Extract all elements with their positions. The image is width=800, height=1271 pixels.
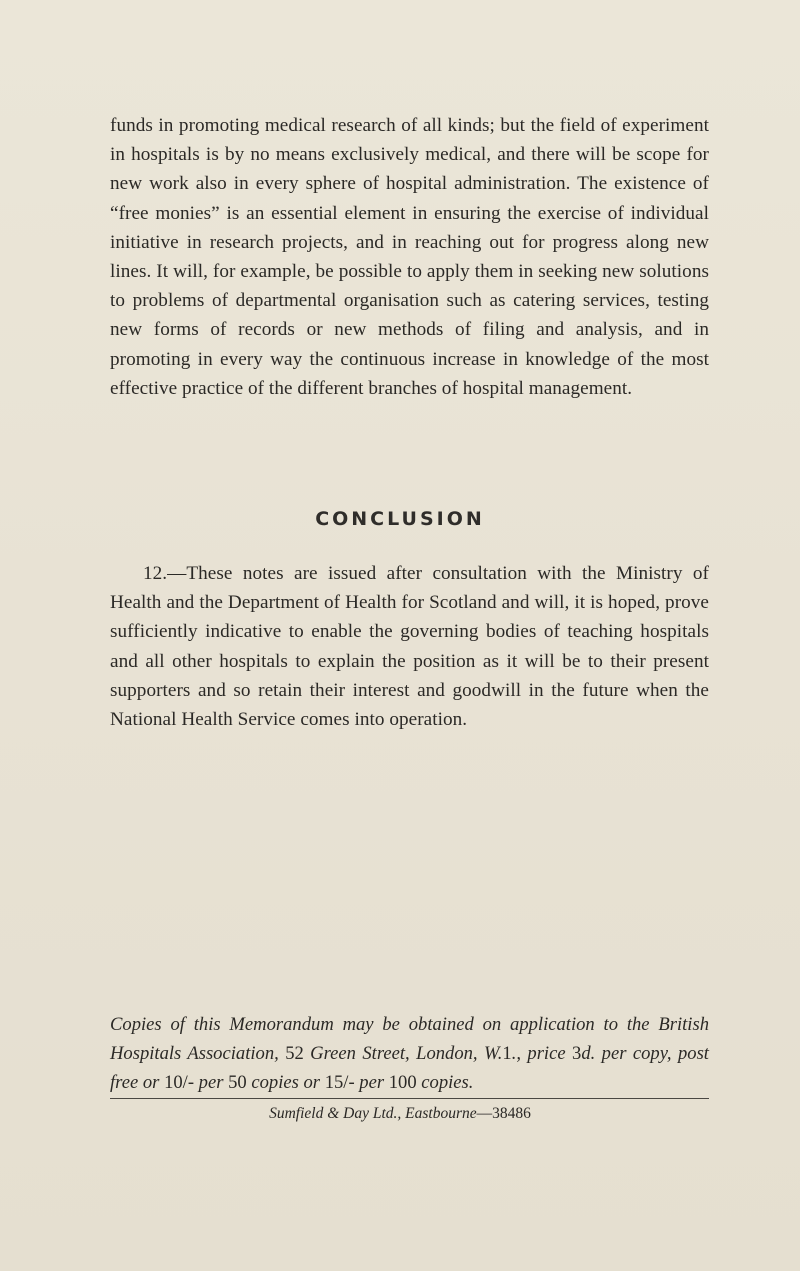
copies-notice-text-8: copies. (416, 1072, 474, 1093)
copies-notice-text-5: per (194, 1072, 229, 1093)
copies-notice-text-1: Copies of this Memorandum may be obtained on application to the British Hospitals Association, (110, 1014, 709, 1064)
copies-notice-number-6: 15/- (324, 1072, 355, 1093)
copies-notice-number-5: 50 (228, 1072, 247, 1093)
copies-notice-text-3: ., price (511, 1043, 573, 1064)
body-paragraph-free-monies: funds in promoting medical research of all kinds; but the field of experiment in hospitals is by no means exclusively medical, and there will be scope for new work also in every sphere of hospital administration. The existence of “free monies” is an essential element in ensuring the exercise of individual initiative in research projects, and in reaching out for progress along new lines. It will, for example, be possible to apply them in seeking new solutions to problems of departmental organisation such as catering services, testing new forms of records or new methods of filing and analysis, and in promoting in every way the continuous increase in knowledge of the most effective practice of the different branches of hospital management. (110, 115, 709, 399)
copies-notice-number-1: 52 (285, 1043, 304, 1064)
copies-notice-text-7: per (354, 1072, 389, 1093)
printer-imprint (0, 1105, 800, 1123)
copies-notice-number-7: 100 (388, 1072, 417, 1093)
printer-name: Sumfield & Day Ltd., Eastbourne (269, 1105, 477, 1122)
copies-notice-text-4: d. per copy, post free or (110, 1043, 709, 1093)
copies-notice-number-3: 3 (572, 1043, 582, 1064)
footer-rule (110, 1098, 709, 1099)
conclusion-paragraph: 12.—These notes are issued after consultation with the Ministry of Health and the Department of Health for Scotland and will, it is hoped, prove sufficiently indicative to enable the governing bodies of teaching hospitals and all other hospitals to explain the position as it will be to their present supporters and so retain their interest and goodwill in the future when the National Health Service comes into operation. (110, 563, 709, 731)
copies-notice (110, 1010, 709, 1097)
copies-notice-text-2: Green Street, London, W. (303, 1043, 503, 1064)
copies-notice-text-6: copies or (246, 1072, 325, 1093)
copies-notice-number-2: 1 (502, 1043, 512, 1064)
copies-notice-number-4: 10/- (164, 1072, 195, 1093)
conclusion-heading: CONCLUSION (315, 508, 485, 530)
print-job-number: —38486 (476, 1105, 531, 1122)
